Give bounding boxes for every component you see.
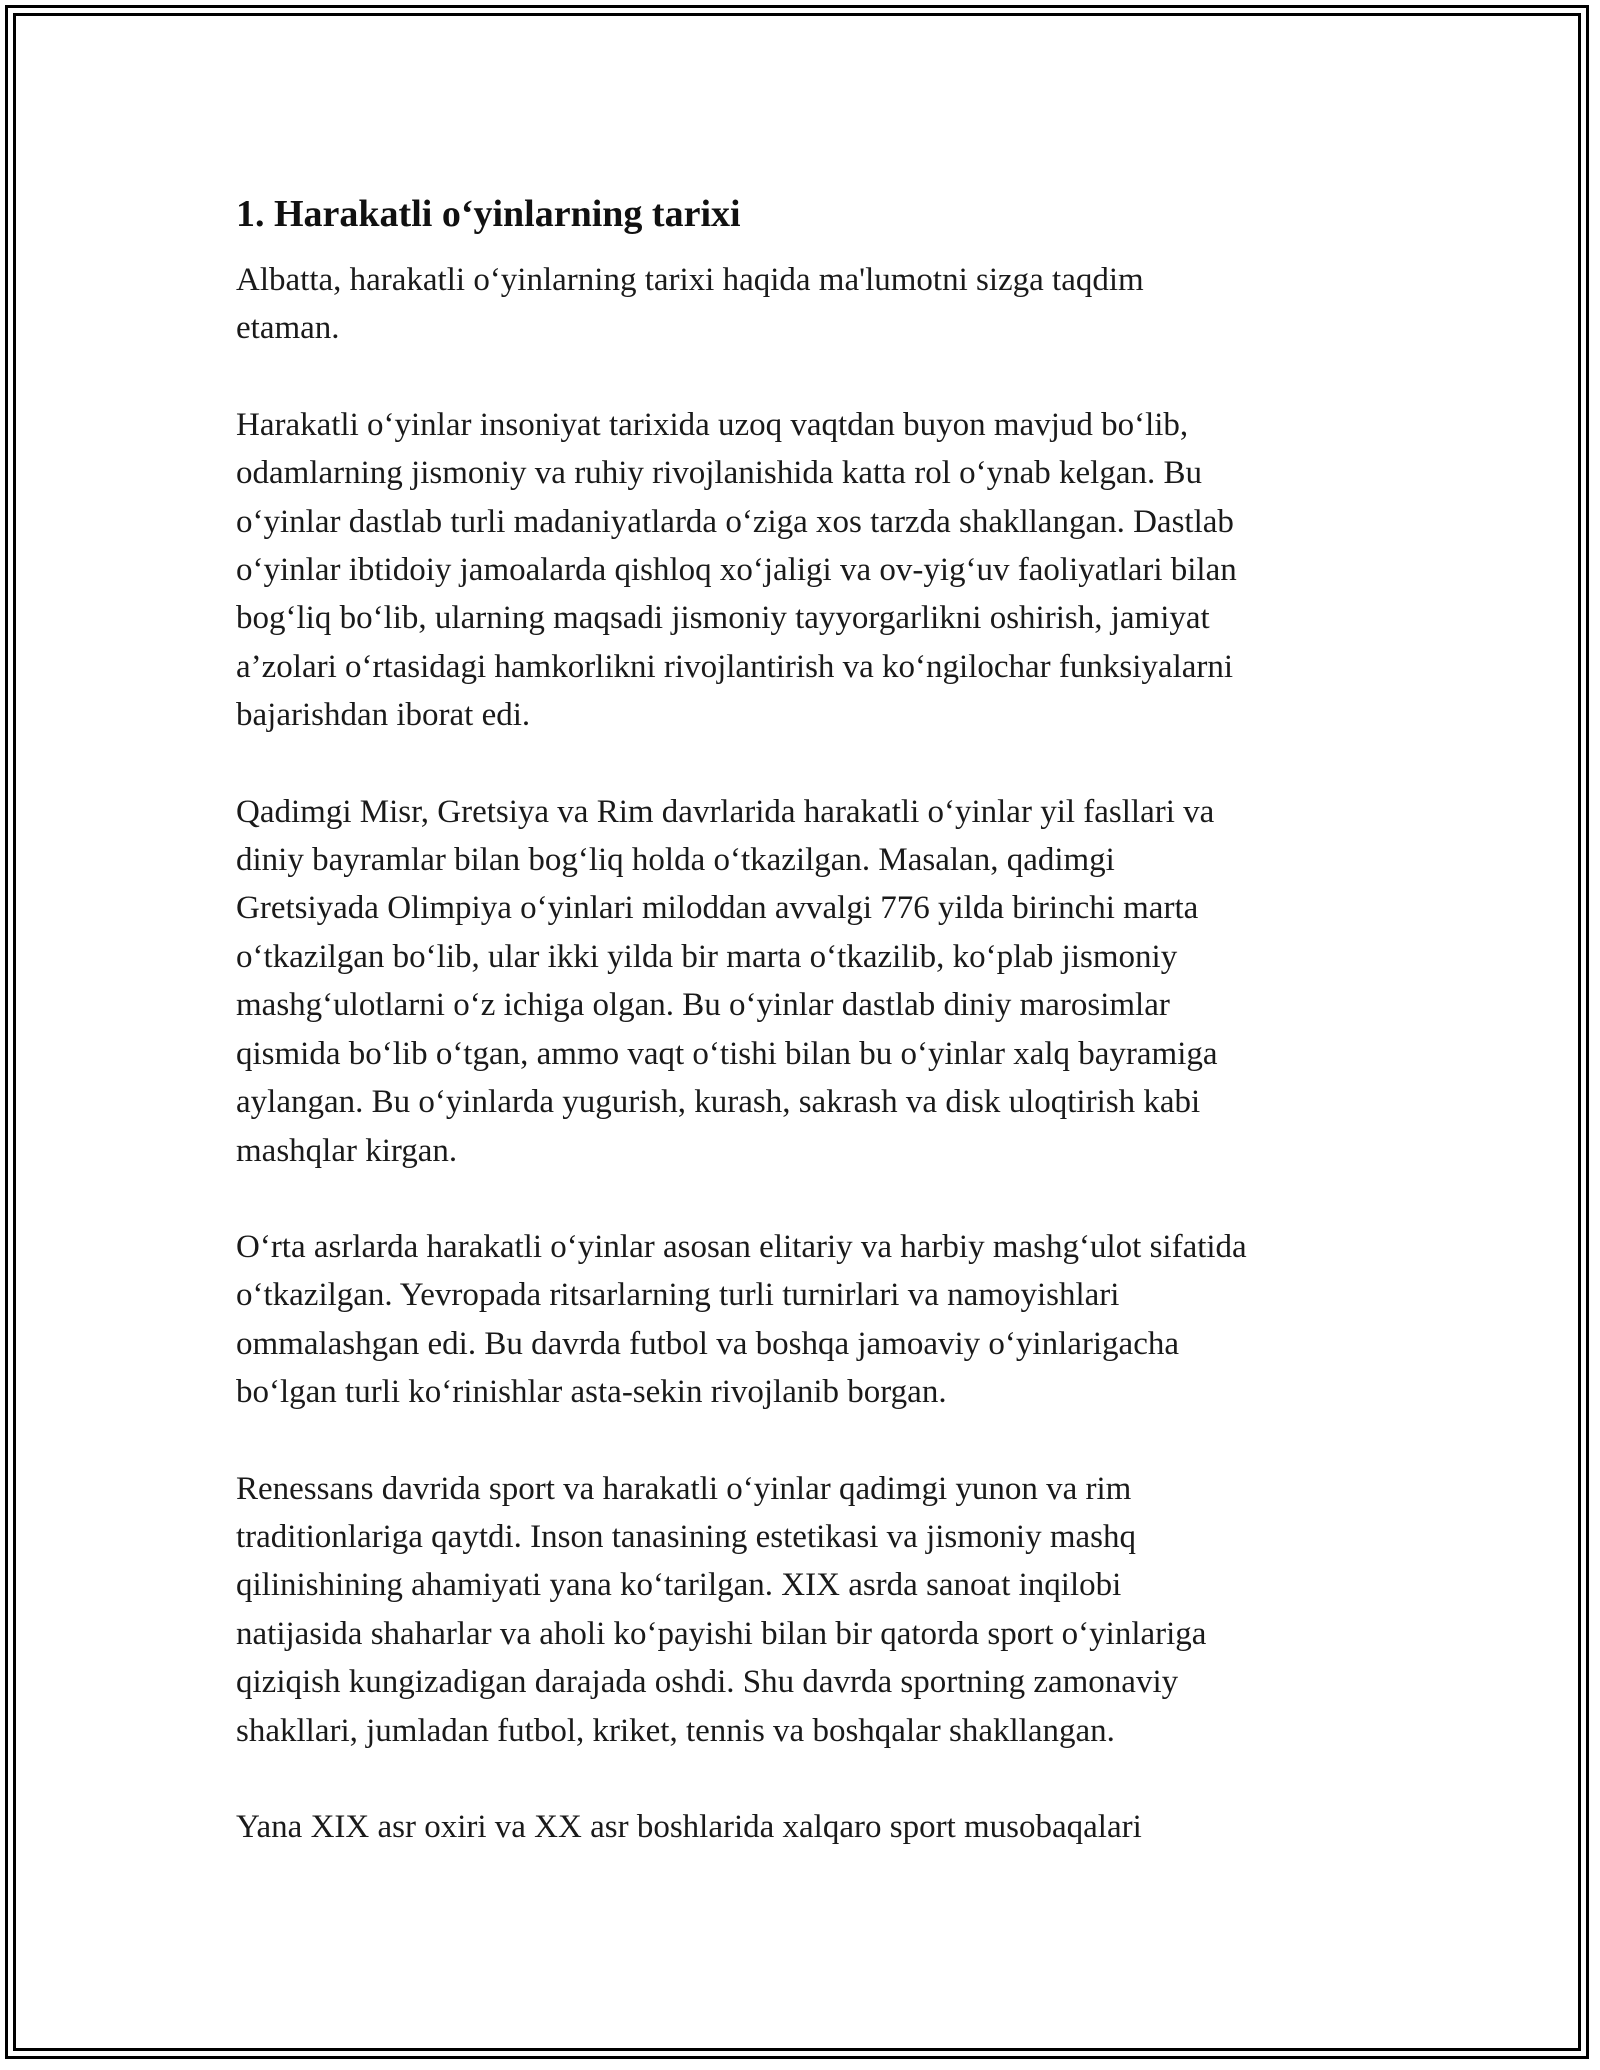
text-line: natijasida shaharlar va aholi ko‘payishi bilan bir qatorda sport o‘yinlariga [236, 1615, 1207, 1652]
text-line: Renessans davrida sport va harakatli o‘yinlar qadimgi yunon va rim [236, 1470, 1132, 1507]
document-title: 1. Harakatli o‘yinlarning tarixi [236, 193, 741, 235]
text-line: mashqlar kirgan. [236, 1132, 458, 1169]
text-line: o‘yinlar dastlab turli madaniyatlarda o‘ziga xos tarzda shakllangan. Dastlab [236, 503, 1234, 540]
text-line: bo‘lgan turli ko‘rinishlar asta-sekin rivojlanib borgan. [236, 1374, 947, 1411]
text-line: mashg‘ulotlarni o‘z ichiga olgan. Bu o‘yinlar dastlab diniy marosimlar [236, 987, 1170, 1024]
text-line: ommalashgan edi. Bu davrda futbol va boshqa jamoaviy o‘yinlarigacha [236, 1325, 1179, 1362]
text-line: o‘tkazilgan. Yevropada ritsarlarning turli turnirlari va namoyishlari [236, 1277, 1120, 1314]
text-line: o‘tkazilgan bo‘lib, ular ikki yilda bir marta o‘tkazilib, ko‘plab jismoniy [236, 938, 1178, 975]
document-body [236, 186, 1386, 1851]
text-line: Harakatli o‘yinlar insoniyat tarixida uzoq vaqtdan buyon mavjud bo‘lib, [236, 406, 1189, 443]
text-line: Gretsiyada Olimpiya o‘yinlari miloddan avvalgi 776 yilda birinchi marta [236, 890, 1199, 927]
text-line: aylangan. Bu o‘yinlarda yugurish, kurash, sakrash va disk uloqtirish kabi [236, 1084, 1201, 1121]
text-line: qiziqish kungizadigan darajada oshdi. Shu davrda sportning zamonaviy [236, 1664, 1179, 1701]
text-line: traditionlariga qaytdi. Inson tanasining estetikasi va jismoniy mashq [236, 1518, 1137, 1555]
text-line: Qadimgi Misr, Gretsiya va Rim davrlarida harakatli o‘yinlar yil fasllari va [236, 793, 1215, 830]
text-line: bog‘liq bo‘lib, ularning maqsadi jismoniy tayyorgarlikni oshirish, jamiyat [236, 600, 1210, 637]
text-line: a’zolari o‘rtasidagi hamkorlikni rivojlantirish va ko‘ngilochar funksiyalarni [236, 648, 1234, 685]
paragraph-origins [236, 401, 1386, 740]
text-line: o‘yinlar ibtidoiy jamoalarda qishloq xo‘jaligi va ov-yig‘uv faoliyatlari bilan [236, 552, 1237, 589]
text-line: qismida bo‘lib o‘tgan, ammo vaqt o‘tishi bilan bu o‘yinlar xalq bayramiga [236, 1035, 1218, 1072]
text-line: diniy bayramlar bilan bog‘liq holda o‘tkazilgan. Masalan, qadimgi [236, 842, 1115, 879]
text-line: O‘rta asrlarda harakatli o‘yinlar asosan elitariy va harbiy mashg‘ulot sifatida [236, 1228, 1247, 1265]
paragraph-middle-ages [236, 1223, 1386, 1417]
text-line: shakllari, jumladan futbol, kriket, tennis va boshqalar shakllangan. [236, 1712, 1115, 1749]
text-line: etaman. [236, 310, 340, 347]
paragraph-antiquity [236, 788, 1386, 1175]
paragraph-renaissance [236, 1465, 1386, 1755]
text-line: Yana XIX asr oxiri va XX asr boshlarida xalqaro sport musobaqalari [236, 1808, 1142, 1845]
text-line: qilinishining ahamiyati yana ko‘tarilgan. XIX asrda sanoat inqilobi [236, 1567, 1122, 1604]
text-line: bajarishdan iborat edi. [236, 697, 531, 734]
text-line: Albatta, harakatli o‘yinlarning tarixi haqida ma'lumotni sizga taqdim [236, 262, 1144, 298]
paragraph-modern [236, 1803, 1386, 1851]
text-line: odamlarning jismoniy va ruhiy rivojlanishida katta rol o‘ynab kelgan. Bu [236, 455, 1202, 492]
paragraph-intro [236, 256, 1386, 353]
